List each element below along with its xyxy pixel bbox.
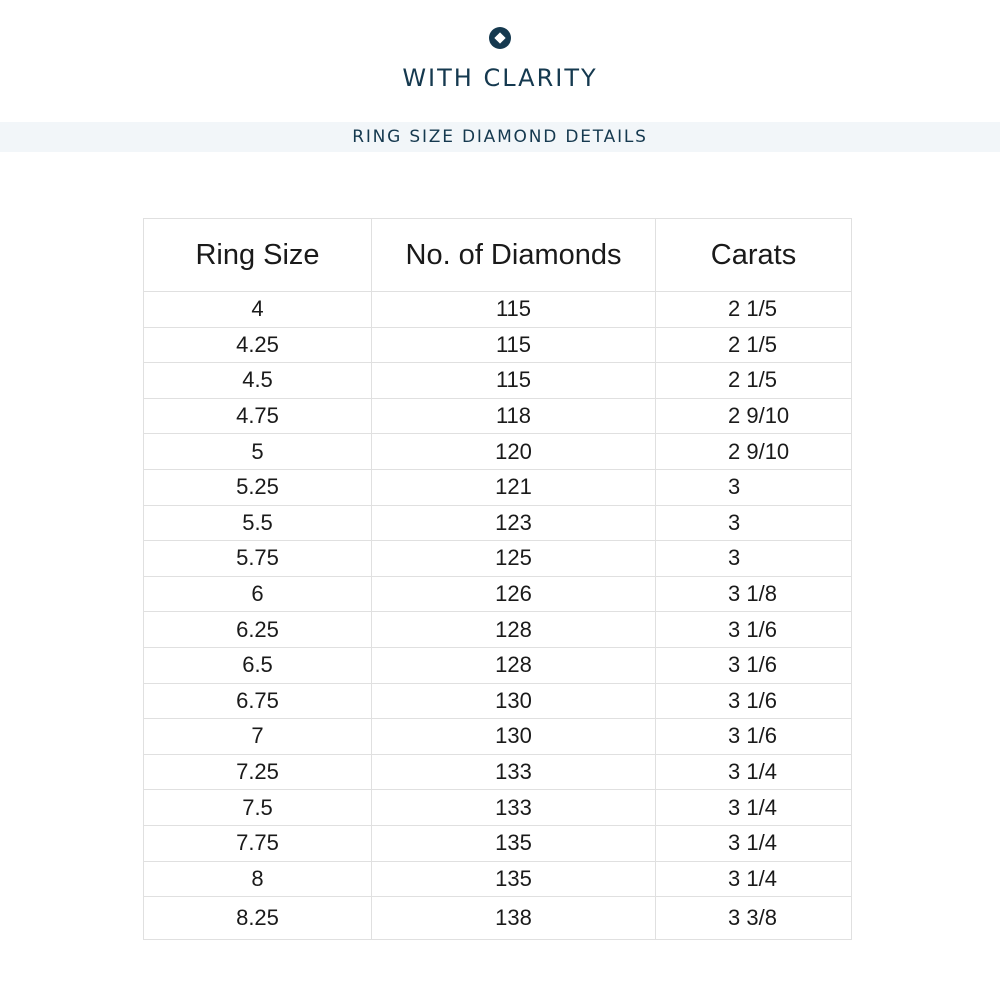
cell-no-of-diamonds: 133 (372, 754, 656, 790)
cell-carats: 2 1/5 (656, 327, 852, 363)
cell-ring-size: 6.5 (144, 647, 372, 683)
cell-no-of-diamonds: 135 (372, 825, 656, 861)
cell-carats: 3 1/8 (656, 576, 852, 612)
cell-carats: 3 1/4 (656, 861, 852, 897)
cell-no-of-diamonds: 130 (372, 683, 656, 719)
cell-carats: 3 1/6 (656, 719, 852, 755)
cell-ring-size: 6.25 (144, 612, 372, 648)
cell-ring-size: 7.25 (144, 754, 372, 790)
brand-name: WITH CLARITY (402, 64, 598, 92)
cell-carats: 3 1/4 (656, 790, 852, 826)
table-row (144, 469, 852, 505)
cell-no-of-diamonds: 120 (372, 434, 656, 470)
table-header-row (144, 219, 852, 292)
cell-ring-size: 6.75 (144, 683, 372, 719)
table-row (144, 719, 852, 755)
table-row (144, 541, 852, 577)
cell-ring-size: 4.25 (144, 327, 372, 363)
table-row (144, 790, 852, 826)
cell-no-of-diamonds: 128 (372, 647, 656, 683)
cell-ring-size: 4.5 (144, 363, 372, 399)
cell-carats: 2 9/10 (656, 398, 852, 434)
cell-carats: 3 3/8 (656, 897, 852, 940)
cell-ring-size: 8 (144, 861, 372, 897)
header-no-of-diamonds: No. of Diamonds (372, 219, 656, 292)
cell-carats: 3 (656, 541, 852, 577)
cell-carats: 2 1/5 (656, 363, 852, 399)
cell-carats: 2 1/5 (656, 292, 852, 328)
table-row (144, 292, 852, 328)
cell-carats: 3 1/4 (656, 825, 852, 861)
cell-no-of-diamonds: 138 (372, 897, 656, 940)
cell-carats: 3 1/6 (656, 612, 852, 648)
table-row (144, 754, 852, 790)
cell-ring-size: 7.5 (144, 790, 372, 826)
section-title: RING SIZE DIAMOND DETAILS (352, 127, 648, 147)
cell-carats: 3 1/6 (656, 647, 852, 683)
cell-no-of-diamonds: 118 (372, 398, 656, 434)
cell-ring-size: 4.75 (144, 398, 372, 434)
table-row (144, 398, 852, 434)
cell-ring-size: 4 (144, 292, 372, 328)
section-banner (0, 122, 1000, 152)
table-row (144, 363, 852, 399)
cell-ring-size: 5.5 (144, 505, 372, 541)
table-row (144, 861, 852, 897)
table-row (144, 612, 852, 648)
cell-no-of-diamonds: 115 (372, 363, 656, 399)
ring-size-table (143, 218, 852, 940)
table-row (144, 576, 852, 612)
cell-ring-size: 6 (144, 576, 372, 612)
cell-carats: 2 9/10 (656, 434, 852, 470)
cell-carats: 3 1/4 (656, 754, 852, 790)
cell-no-of-diamonds: 130 (372, 719, 656, 755)
cell-ring-size: 5.75 (144, 541, 372, 577)
header-ring-size: Ring Size (144, 219, 372, 292)
table-row (144, 434, 852, 470)
table-row (144, 327, 852, 363)
cell-no-of-diamonds: 123 (372, 505, 656, 541)
cell-carats: 3 (656, 505, 852, 541)
ring-size-table-container (143, 218, 851, 940)
table-row (144, 825, 852, 861)
cell-no-of-diamonds: 115 (372, 292, 656, 328)
cell-no-of-diamonds: 125 (372, 541, 656, 577)
cell-no-of-diamonds: 126 (372, 576, 656, 612)
cell-no-of-diamonds: 135 (372, 861, 656, 897)
table-row (144, 505, 852, 541)
table-body (144, 292, 852, 940)
table-row (144, 897, 852, 940)
table-row (144, 647, 852, 683)
cell-carats: 3 (656, 469, 852, 505)
cell-ring-size: 5 (144, 434, 372, 470)
cell-no-of-diamonds: 115 (372, 327, 656, 363)
header-carats: Carats (656, 219, 852, 292)
table-row (144, 683, 852, 719)
cell-ring-size: 8.25 (144, 897, 372, 940)
diamond-circle-icon (489, 27, 511, 49)
cell-no-of-diamonds: 121 (372, 469, 656, 505)
cell-carats: 3 1/6 (656, 683, 852, 719)
cell-ring-size: 7 (144, 719, 372, 755)
cell-no-of-diamonds: 128 (372, 612, 656, 648)
cell-no-of-diamonds: 133 (372, 790, 656, 826)
cell-ring-size: 5.25 (144, 469, 372, 505)
cell-ring-size: 7.75 (144, 825, 372, 861)
